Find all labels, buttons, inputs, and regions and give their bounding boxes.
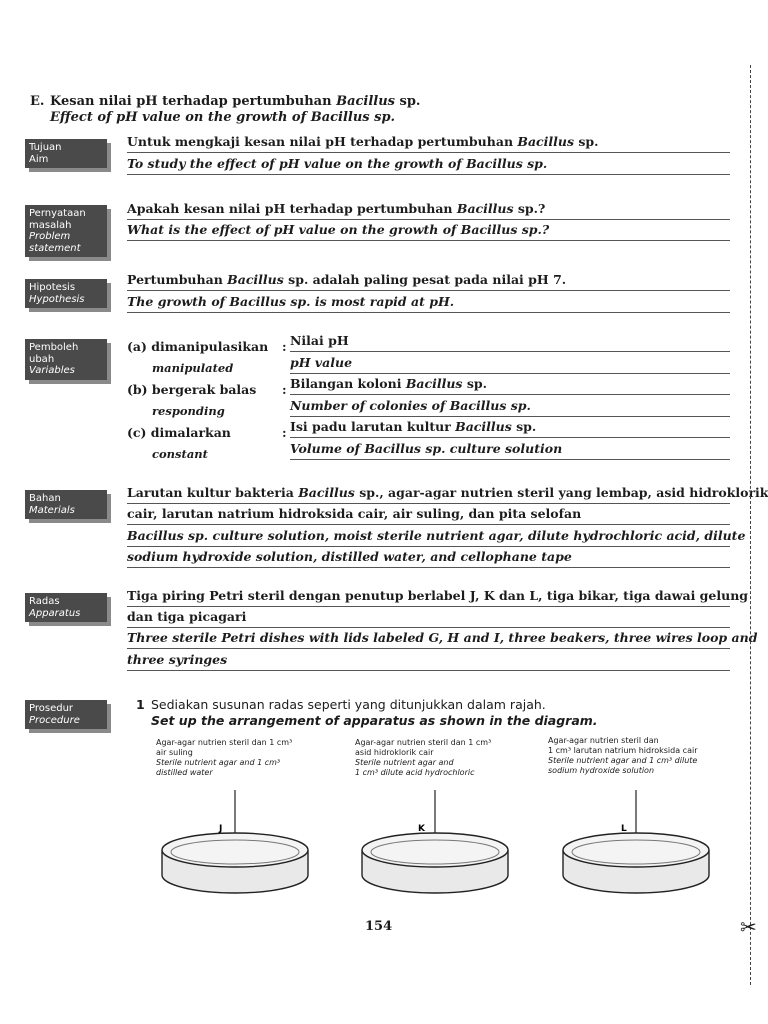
responding-label: (b) bergerak balas: [127, 382, 257, 397]
petri-dish-j: [162, 790, 308, 893]
problem-en: What is the effect of pH value on the growth of Bacillus sp.?: [127, 220, 730, 241]
colon-constant: :: [282, 425, 287, 440]
dish-k-caption: [355, 738, 491, 778]
constant-label: (c) dimalarkan: [127, 425, 231, 440]
tab-apparatus: [25, 593, 107, 622]
petri-dish-k: [362, 790, 508, 893]
tab-problem-line4: statement: [29, 242, 81, 254]
tab-problem-line2: masalah: [29, 219, 72, 231]
tab-variables: [25, 339, 107, 380]
section-title-ms: Kesan nilai pH terhadap pertumbuhan: [50, 94, 337, 109]
apparatus-ms-line1: Tiga piring Petri steril dengan penutup berlabel J, K dan L, tiga bikar, tiga dawai gelung: [127, 586, 730, 607]
section-letter: E.: [30, 94, 45, 109]
dish-l-label: L: [621, 824, 627, 834]
tab-variables-line1: Pemboleh: [29, 342, 79, 353]
problem-ms: Apakah kesan nilai pH terhadap pertumbuhan Bacillus sp.?: [127, 199, 730, 220]
apparatus-en-line2: three syringes: [127, 650, 730, 671]
manipulated-value-en: pH value: [290, 353, 730, 374]
aim-ms: Untuk mengkaji kesan nilai pH terhadap pertumbuhan Bacillus sp.: [127, 132, 730, 153]
step-number: 1: [136, 697, 145, 712]
aim-en: To study the effect of pH value on the growth of Bacillus sp.: [127, 154, 730, 175]
dish-k-cap-ms2: asid hidroklorik cair: [355, 748, 434, 757]
hypothesis-ms: Pertumbuhan Bacillus sp. adalah paling pesat pada nilai pH 7.: [127, 270, 730, 291]
hypothesis-en: The growth of Bacillus sp. is most rapid at pH.: [127, 292, 730, 313]
tab-aim: [25, 139, 107, 168]
tab-variables-line3: Variables: [29, 365, 75, 376]
manipulated-value-ms: Nilai pH: [290, 331, 730, 352]
dish-l-cap-en2: sodium hydroxide solution: [548, 766, 655, 775]
apparatus-ms-line2: dan tiga picagari: [127, 607, 730, 628]
dish-j-caption: [156, 738, 292, 778]
dish-l-caption: [548, 736, 697, 776]
constant-value-ms: Isi padu larutan kultur Bacillus sp.: [290, 417, 730, 438]
procedure-step-1: [136, 697, 598, 729]
colon-manipulated: :: [282, 339, 287, 354]
section-title-en: Effect of pH value on the growth of Bacillus sp.: [50, 110, 396, 125]
tab-materials: [25, 490, 107, 519]
dish-k-label: K: [418, 824, 425, 834]
constant-en: constant: [152, 447, 208, 461]
petri-dish-l: [563, 790, 709, 893]
step-text-en: Set up the arrangement of apparatus as shown in the diagram.: [151, 713, 598, 728]
tab-problem-line1: Pernyataan: [29, 208, 86, 219]
dish-j-cap-en1: Sterile nutrient agar and 1 cm³: [156, 758, 281, 767]
page-number: 154: [365, 919, 393, 934]
responding-value-ms: Bilangan koloni Bacillus sp.: [290, 374, 730, 395]
tab-procedure: [25, 700, 107, 729]
tab-aim-en: Aim: [29, 153, 49, 165]
tab-procedure-en: Procedure: [29, 714, 80, 726]
dish-k-cap-en1: Sterile nutrient agar and: [355, 758, 454, 767]
tab-apparatus-en: Apparatus: [29, 607, 81, 619]
colon-responding: :: [282, 382, 287, 397]
tab-problem-statement: [25, 205, 107, 257]
tab-aim-ms: Tujuan: [29, 142, 62, 153]
apparatus-en-line1: Three sterile Petri dishes with lids labeled G, H and I, three beakers, three wires loop and: [127, 628, 730, 649]
dish-k-cap-ms1: Agar-agar nutrien steril dan 1 cm³: [355, 738, 492, 747]
dish-j-cap-ms1: Agar-agar nutrien steril dan 1 cm³: [156, 738, 293, 747]
section-title: [30, 94, 420, 126]
dish-l-cap-ms2: 1 cm³ larutan natrium hidroksida cair: [548, 746, 698, 755]
cut-line: [750, 65, 751, 985]
materials-en-line1: Bacillus sp. culture solution, moist sterile nutrient agar, dilute hydrochloric acid, dilute: [127, 526, 730, 547]
dish-k-cap-en2: 1 cm³ dilute acid hydrochloric: [355, 768, 475, 777]
tab-problem-line3: Problem: [29, 231, 71, 242]
materials-ms-line1: Larutan kultur bakteria Bacillus sp., agar-agar nutrien steril yang lembap, asid hidroklorik: [127, 483, 730, 504]
dish-j-label: J: [219, 824, 223, 834]
scissors-icon: ✂: [740, 915, 757, 939]
tab-materials-en: Materials: [29, 504, 75, 516]
tab-hypothesis: [25, 279, 107, 308]
dish-l-cap-ms1: Agar-agar nutrien steril dan: [548, 736, 659, 745]
manipulated-en: manipulated: [152, 361, 234, 375]
tab-procedure-ms: Prosedur: [29, 703, 74, 714]
dish-j-cap-en2: distilled water: [156, 768, 213, 777]
dish-j-cap-ms2: air suling: [156, 748, 193, 757]
tab-variables-line2: ubah: [29, 353, 55, 365]
tab-hypothesis-ms: Hipotesis: [29, 282, 76, 293]
step-text-ms: Sediakan susunan radas seperti yang ditunjukkan dalam rajah.: [151, 697, 546, 712]
responding-en: responding: [152, 404, 225, 418]
manipulated-label: (a) dimanipulasikan: [127, 339, 269, 354]
section-title-species: Bacillus: [336, 94, 395, 109]
petri-dish-diagram: [150, 785, 730, 910]
tab-materials-ms: Bahan: [29, 493, 61, 504]
materials-ms-line2: cair, larutan natrium hidroksida cair, air suling, dan pita selofan: [127, 504, 730, 525]
constant-value-en: Volume of Bacillus sp. culture solution: [290, 439, 730, 460]
responding-value-en: Number of colonies of Bacillus sp.: [290, 396, 730, 417]
materials-en-line2: sodium hydroxide solution, distilled water, and cellophane tape: [127, 547, 730, 568]
tab-apparatus-ms: Radas: [29, 596, 60, 607]
dish-l-cap-en1: Sterile nutrient agar and 1 cm³ dilute: [548, 756, 698, 765]
section-title-ms-end: sp.: [395, 94, 421, 109]
tab-hypothesis-en: Hypothesis: [29, 293, 85, 305]
